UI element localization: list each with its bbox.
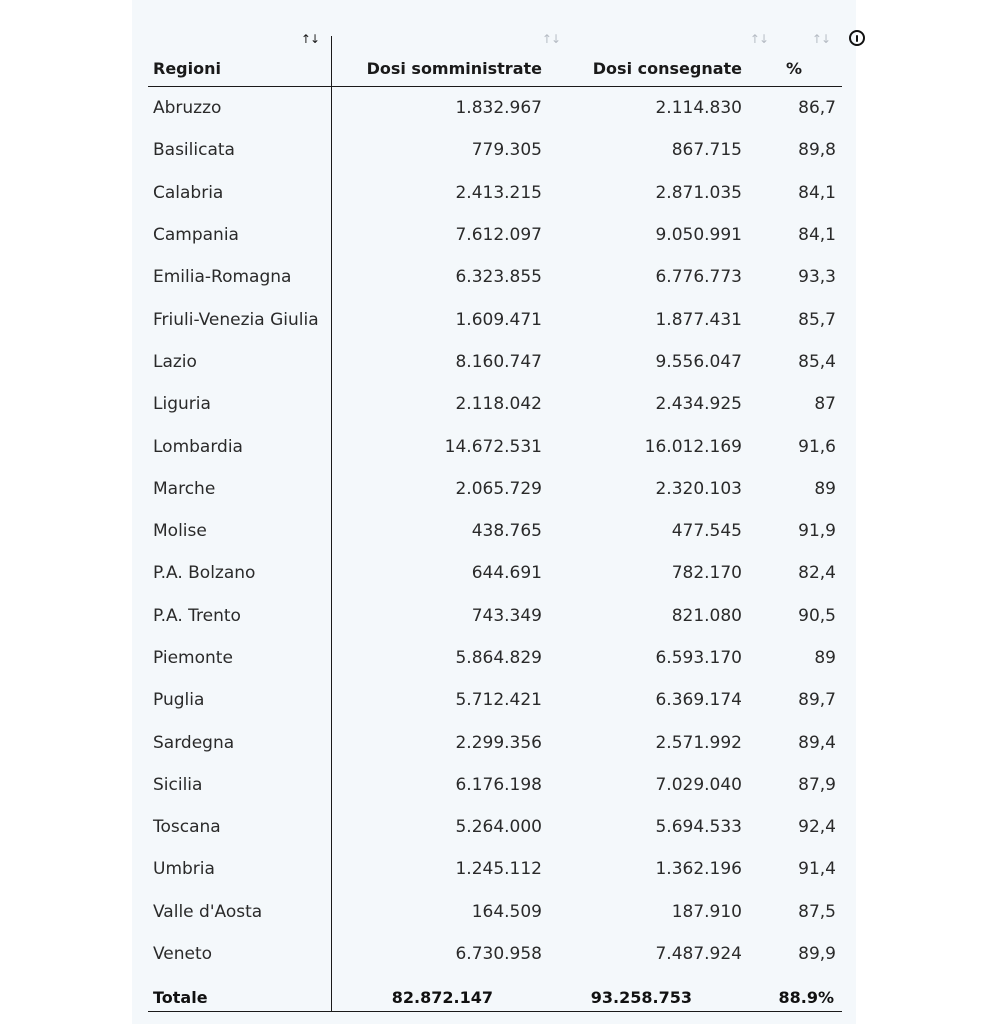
cell-regione: P.A. Bolzano: [153, 563, 256, 584]
cell-percent: 89,4: [798, 732, 836, 753]
cell-dosi-somministrate: 2.118.042: [455, 394, 542, 415]
cell-dosi-somministrate: 779.305: [471, 140, 542, 161]
cell-dosi-consegnate: 6.593.170: [655, 648, 742, 668]
sort-arrows-icon[interactable]: ↑↓: [749, 32, 768, 46]
cell-regione: Sicilia: [153, 774, 203, 795]
cell-dosi-consegnate: 2.114.830: [655, 98, 742, 119]
cell-regione: Calabria: [153, 182, 224, 203]
cell-dosi-consegnate: 821.080: [671, 605, 742, 626]
cell-percent: 85,7: [798, 309, 836, 330]
sort-arrows-icon[interactable]: ↑↓: [541, 32, 560, 46]
column-header-regioni[interactable]: [148, 30, 331, 87]
cell-regione: Friuli-Venezia Giulia: [153, 309, 319, 330]
cell-regione: Puglia: [153, 690, 205, 711]
table-bottom-border: [148, 1011, 842, 1012]
table-row: [148, 256, 842, 298]
cell-dosi-consegnate: 9.050.991: [655, 225, 742, 246]
cell-regione: Campania: [153, 225, 239, 246]
cell-dosi-consegnate: 2.871.035: [655, 182, 742, 203]
vaccine-doses-table-container: [148, 30, 842, 1019]
cell-regione: Sardegna: [153, 732, 235, 753]
cell-regione: Marche: [153, 478, 216, 499]
cell-dosi-consegnate: 16.012.169: [644, 436, 742, 457]
table-body: [148, 87, 842, 976]
cell-regione: P.A. Trento: [153, 605, 241, 626]
table-row: [148, 595, 842, 637]
cell-dosi-somministrate: 6.730.958: [455, 944, 542, 965]
cell-dosi-consegnate: 7.487.924: [655, 944, 742, 965]
cell-regione: Valle d'Aosta: [153, 901, 263, 922]
sort-arrows-icon[interactable]: ↑↓: [300, 32, 319, 46]
cell-dosi-somministrate: 2.413.215: [455, 182, 542, 203]
table-row: [148, 129, 842, 171]
cell-percent: 86,7: [798, 98, 836, 119]
cell-dosi-somministrate: 164.509: [471, 901, 542, 922]
column-divider: [331, 36, 332, 1011]
table-row: [148, 383, 842, 425]
cell-dosi-somministrate: 6.323.855: [455, 267, 542, 288]
total-label: Totale: [153, 987, 208, 1007]
cell-percent: 91,9: [798, 521, 836, 542]
sort-arrows-icon[interactable]: ↑↓: [811, 32, 830, 46]
vaccine-doses-table: [148, 30, 842, 1019]
column-header-label: Dosi somministrate: [366, 59, 542, 78]
column-header-label: %: [785, 59, 803, 78]
table-row: [148, 87, 842, 130]
table-row: [148, 764, 842, 806]
cell-percent: 87,5: [798, 901, 836, 922]
cell-regione: Emilia-Romagna: [153, 267, 292, 288]
cell-dosi-consegnate: 2.571.992: [655, 732, 742, 753]
cell-dosi-consegnate: 2.434.925: [655, 394, 742, 415]
cell-regione: Piemonte: [153, 648, 233, 668]
cell-percent: 82,4: [798, 563, 836, 584]
cell-dosi-somministrate: 7.612.097: [455, 225, 542, 246]
cell-dosi-somministrate: 2.065.729: [455, 478, 542, 499]
table-row: [148, 848, 842, 890]
cell-dosi-somministrate: 2.299.356: [455, 732, 542, 753]
cell-percent: 89,7: [798, 690, 836, 711]
table-row: [148, 214, 842, 256]
table-row: [148, 341, 842, 383]
total-somministrate: 82.872.147: [391, 987, 493, 1007]
cell-dosi-consegnate: 6.369.174: [655, 690, 742, 711]
cell-dosi-consegnate: 782.170: [671, 563, 742, 584]
table-row: [148, 468, 842, 510]
cell-dosi-somministrate: 1.609.471: [455, 309, 542, 330]
cell-dosi-consegnate: 867.715: [671, 140, 742, 161]
cell-dosi-somministrate: 438.765: [471, 521, 542, 542]
cell-percent: 90,5: [798, 605, 836, 626]
column-header-dosi-somministrate[interactable]: [331, 30, 568, 87]
info-icon[interactable]: [849, 30, 865, 46]
cell-dosi-somministrate: 1.245.112: [455, 859, 542, 880]
cell-percent: 89,8: [798, 140, 836, 161]
cell-percent: 89,9: [798, 944, 836, 965]
cell-percent: 84,1: [798, 225, 836, 246]
cell-dosi-consegnate: 187.910: [671, 901, 742, 922]
table-row: [148, 510, 842, 552]
cell-dosi-consegnate: 6.776.773: [655, 267, 742, 288]
table-row: [148, 172, 842, 214]
cell-regione: Basilicata: [153, 140, 235, 161]
cell-regione: Abruzzo: [153, 98, 222, 119]
cell-regione: Toscana: [153, 817, 221, 838]
cell-percent: 91,4: [798, 859, 836, 880]
cell-dosi-somministrate: 743.349: [471, 605, 542, 626]
cell-dosi-consegnate: 7.029.040: [655, 774, 742, 795]
cell-dosi-somministrate: 5.712.421: [455, 690, 542, 711]
cell-regione: Lazio: [153, 351, 197, 372]
cell-dosi-consegnate: 9.556.047: [655, 351, 742, 372]
cell-percent: 89: [814, 648, 836, 668]
column-header-label: Regioni: [153, 59, 221, 78]
cell-dosi-somministrate: 1.832.967: [455, 98, 542, 119]
table-row: [148, 721, 842, 763]
cell-dosi-somministrate: 6.176.198: [455, 774, 542, 795]
column-header-dosi-consegnate[interactable]: [568, 30, 772, 87]
cell-dosi-consegnate: 2.320.103: [655, 478, 742, 499]
cell-dosi-consegnate: 1.362.196: [655, 859, 742, 880]
table-header-row: [148, 30, 842, 87]
cell-dosi-somministrate: 5.264.000: [455, 817, 542, 838]
cell-percent: 93,3: [798, 267, 836, 288]
table-row: [148, 679, 842, 721]
cell-percent: 87,9: [798, 774, 836, 795]
table-row: [148, 637, 842, 679]
column-header-label: Dosi consegnate: [592, 59, 742, 78]
cell-percent: 89: [814, 478, 836, 499]
table-row: [148, 298, 842, 340]
cell-regione: Veneto: [153, 944, 213, 965]
cell-regione: Lombardia: [153, 436, 243, 457]
cell-regione: Liguria: [153, 394, 211, 415]
total-consegnate: 93.258.753: [590, 987, 692, 1007]
info-icon-glyph: [856, 35, 859, 42]
cell-percent: 91,6: [798, 436, 836, 457]
cell-dosi-consegnate: 477.545: [671, 521, 742, 542]
cell-percent: 87: [814, 394, 836, 415]
cell-dosi-consegnate: 1.877.431: [655, 309, 742, 330]
table-row: [148, 552, 842, 594]
column-header-percent[interactable]: [772, 30, 842, 87]
total-percent: 88.9%: [778, 987, 834, 1007]
cell-dosi-somministrate: 14.672.531: [444, 436, 542, 457]
table-row: [148, 806, 842, 848]
cell-regione: Umbria: [153, 859, 215, 880]
table-footer: [148, 975, 842, 1019]
cell-dosi-somministrate: 5.864.829: [455, 648, 542, 668]
table-row: [148, 891, 842, 933]
table-row: [148, 425, 842, 467]
total-row: [148, 975, 842, 1019]
table-row: [148, 933, 842, 975]
cell-regione: Molise: [153, 521, 207, 542]
cell-percent: 84,1: [798, 182, 836, 203]
cell-dosi-consegnate: 5.694.533: [655, 817, 742, 838]
cell-percent: 85,4: [798, 351, 836, 372]
cell-percent: 92,4: [798, 817, 836, 838]
cell-dosi-somministrate: 8.160.747: [455, 351, 542, 372]
cell-dosi-somministrate: 644.691: [471, 563, 542, 584]
